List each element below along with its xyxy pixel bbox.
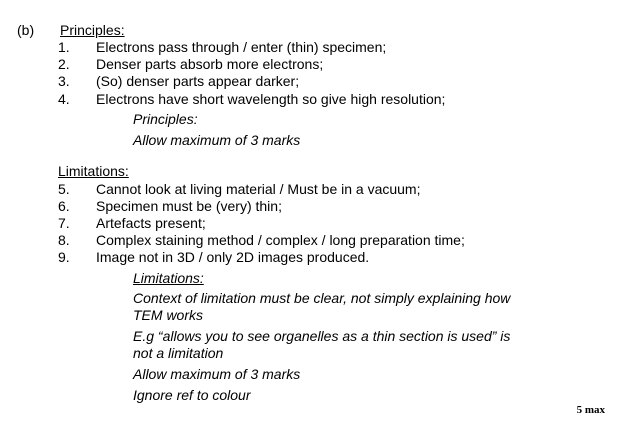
item-number: 3. [58, 73, 70, 89]
list-item: Artefacts present; [96, 215, 206, 231]
list-item: Electrons have short wavelength so give high resolution; [96, 91, 446, 107]
limitations-note: Ignore ref to colour [133, 387, 251, 403]
item-number: 6. [58, 198, 70, 214]
item-number: 4. [58, 91, 70, 107]
list-item: Cannot look at living material / Must be in a vacuum; [96, 181, 421, 197]
list-item: Complex staining method / complex / long preparation time; [96, 232, 465, 248]
list-item: (So) denser parts appear darker; [96, 73, 300, 89]
limitations-note: E.g “allows you to see organelles as a thin section is used” is [133, 328, 511, 344]
total-marks: 5 max [576, 404, 605, 416]
limitations-note: Context of limitation must be clear, not simply explaining how [133, 290, 511, 306]
item-number: 7. [58, 215, 70, 231]
item-number: 5. [58, 181, 70, 197]
principles-heading: Principles: [60, 22, 125, 38]
principles-note-heading: Principles: [133, 111, 198, 127]
limitations-heading: Limitations: [58, 163, 129, 179]
list-item: Electrons pass through / enter (thin) specimen; [96, 39, 387, 55]
limitations-note: Allow maximum of 3 marks [133, 366, 301, 382]
list-item: Specimen must be (very) thin; [96, 198, 282, 214]
part-label: (b) [17, 22, 35, 38]
list-item: Denser parts absorb more electrons; [96, 56, 324, 72]
limitations-note: TEM works [133, 307, 203, 323]
principles-note: Allow maximum of 3 marks [133, 132, 301, 148]
limitations-note-heading: Limitations: [133, 270, 204, 286]
item-number: 9. [58, 249, 70, 265]
limitations-note: not a limitation [133, 345, 224, 361]
item-number: 1. [58, 39, 70, 55]
list-item: Image not in 3D / only 2D images produced. [96, 249, 370, 265]
item-number: 8. [58, 232, 70, 248]
item-number: 2. [58, 56, 70, 72]
